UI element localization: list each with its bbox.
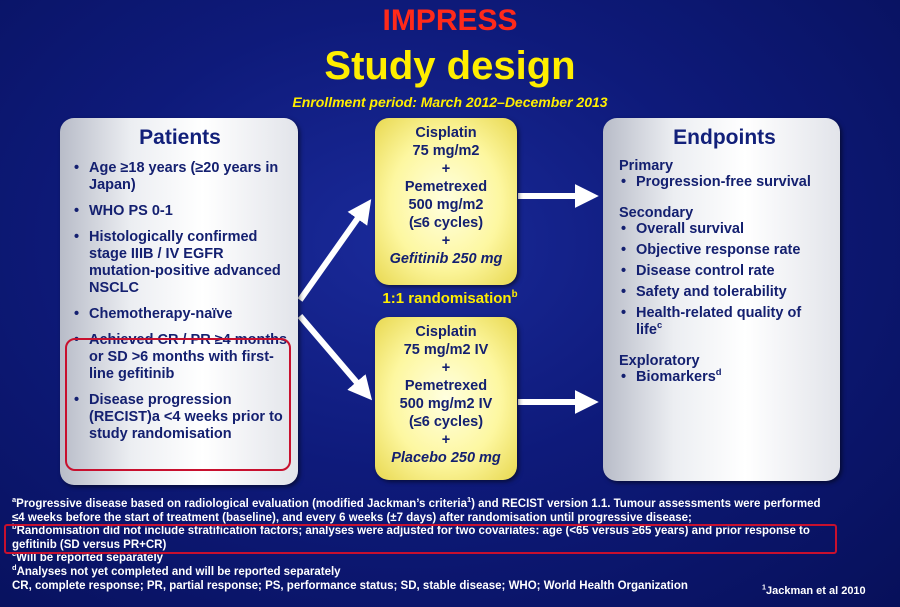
footnote-c-mark: c bbox=[12, 549, 17, 559]
arm-a-cycles: (≤6 cycles) bbox=[408, 215, 484, 231]
primary-list bbox=[619, 174, 830, 191]
abbreviations: CR, complete response; PR, partial response; PS, performance status; SD, stable disease; WHO; World Health Organization bbox=[12, 579, 688, 592]
footnote-d-text: Analyses not yet completed and will be reported separately bbox=[16, 565, 341, 578]
randomisation-footnote-mark: b bbox=[511, 289, 518, 300]
arm-a-dose2: 500 mg/m2 bbox=[408, 197, 484, 213]
endpoint-orr: • Objective response rate bbox=[619, 242, 830, 259]
endpoint-hrqol-text: Health-related quality of life bbox=[636, 305, 802, 338]
arm-b-plus1: + bbox=[441, 360, 451, 376]
criterion-progression: • Disease progression (RECIST)a <4 weeks prior to study randomisation bbox=[72, 392, 288, 443]
secondary-list bbox=[619, 221, 830, 339]
arm-a-drug2: Pemetrexed bbox=[404, 179, 488, 195]
study-name: IMPRESS bbox=[382, 4, 518, 37]
exploratory-label: Exploratory bbox=[619, 353, 700, 369]
criterion-age: • Age ≥18 years (≥20 years in Japan) bbox=[72, 160, 288, 194]
slide-title: Study design bbox=[324, 44, 576, 88]
endpoint-biomarkers-text: Biomarkers bbox=[636, 369, 716, 385]
highlight-box-criteria bbox=[65, 338, 291, 471]
criterion-response: • Achieved CR / PR ≥4 months or SD >6 months with first-line gefitinib bbox=[72, 332, 288, 383]
reference-text: Jackman et al 2010 bbox=[765, 585, 866, 597]
arrow-patients-to-arm-b bbox=[300, 316, 365, 392]
arm-a-drug1: Cisplatin bbox=[415, 125, 477, 141]
patients-heading: Patients bbox=[139, 126, 221, 149]
arm-b-drug3: Placebo 250 mg bbox=[391, 450, 501, 466]
highlight-box-footnote-b bbox=[4, 524, 837, 554]
reference-mark: 1 bbox=[762, 583, 766, 592]
endpoint-biomarkers bbox=[619, 366, 830, 386]
footnote-a bbox=[12, 495, 832, 525]
reference bbox=[762, 585, 866, 597]
arm-a-plus2: + bbox=[441, 233, 451, 249]
randomisation-label bbox=[360, 290, 540, 307]
endpoint-hrqol bbox=[619, 305, 830, 339]
endpoints-heading: Endpoints bbox=[673, 126, 776, 149]
primary-label: Primary bbox=[619, 158, 674, 174]
arm-a-dose1: 75 mg/m2 bbox=[412, 143, 480, 159]
secondary-label: Secondary bbox=[619, 205, 694, 221]
arm-b-cycles: (≤6 cycles) bbox=[408, 414, 484, 430]
footnote-a-text-2: ) and RECIST version 1.1. Tumour assessments were performed ≤4 weeks before the start of treatment (baseline), and every 6 weeks (±7 days) after randomisation until progressive disease; bbox=[12, 498, 821, 524]
criterion-who-ps: • WHO PS 0-1 bbox=[72, 203, 288, 220]
arm-a-box bbox=[375, 118, 517, 285]
randomisation-text: 1:1 randomisation bbox=[382, 290, 512, 307]
footnote-c-text: Will be reported separately bbox=[16, 552, 164, 565]
arm-a-drug3: Gefitinib 250 mg bbox=[389, 251, 503, 267]
arm-b-dose2: 500 mg/m2 IV bbox=[399, 396, 493, 412]
footnote-b-mark: b bbox=[12, 522, 17, 532]
arm-b-dose1: 75 mg/m2 IV bbox=[403, 342, 489, 358]
endpoint-biomarkers-footnote-mark: d bbox=[715, 366, 722, 378]
criterion-histology: • Histologically confirmed stage IIIB / IV EGFR mutation-positive advanced NSCLC bbox=[72, 229, 288, 297]
endpoint-hrqol-footnote-mark: c bbox=[656, 319, 663, 331]
arm-b-drug2: Pemetrexed bbox=[404, 378, 488, 394]
footnote-b-text: Randomisation did not include stratification factors; analyses were adjusted for two covariates: age (<65 versus ≥65 years) and prior response to gefitinib (SD versus PR+CR) bbox=[12, 525, 810, 551]
enrollment-period: Enrollment period: March 2012–December 2013 bbox=[292, 94, 608, 110]
endpoint-pfs: • Progression-free survival bbox=[619, 174, 830, 191]
arm-b-plus2: + bbox=[441, 432, 451, 448]
footnote-d-mark: d bbox=[12, 563, 17, 573]
endpoint-os: • Overall survival bbox=[619, 221, 830, 238]
criterion-chemo-naive: • Chemotherapy-naïve bbox=[72, 306, 288, 323]
arm-b-box bbox=[375, 317, 517, 480]
footnote-a-text-1: Progressive disease based on radiological evaluation (modified Jackman’s criteria bbox=[16, 498, 467, 510]
exploratory-list bbox=[619, 366, 830, 386]
endpoint-dcr: • Disease control rate bbox=[619, 263, 830, 280]
arrow-patients-to-arm-a bbox=[300, 208, 365, 300]
endpoint-safety: • Safety and tolerability bbox=[619, 284, 830, 301]
arm-a-plus1: + bbox=[441, 161, 451, 177]
endpoints-panel bbox=[603, 118, 840, 481]
arm-b-drug1: Cisplatin bbox=[415, 324, 477, 340]
footnote-a-ref-mark: 1 bbox=[466, 495, 472, 505]
footnote-d bbox=[12, 563, 832, 580]
footnote-a-mark: a bbox=[12, 495, 17, 505]
footnote-c bbox=[12, 549, 832, 566]
